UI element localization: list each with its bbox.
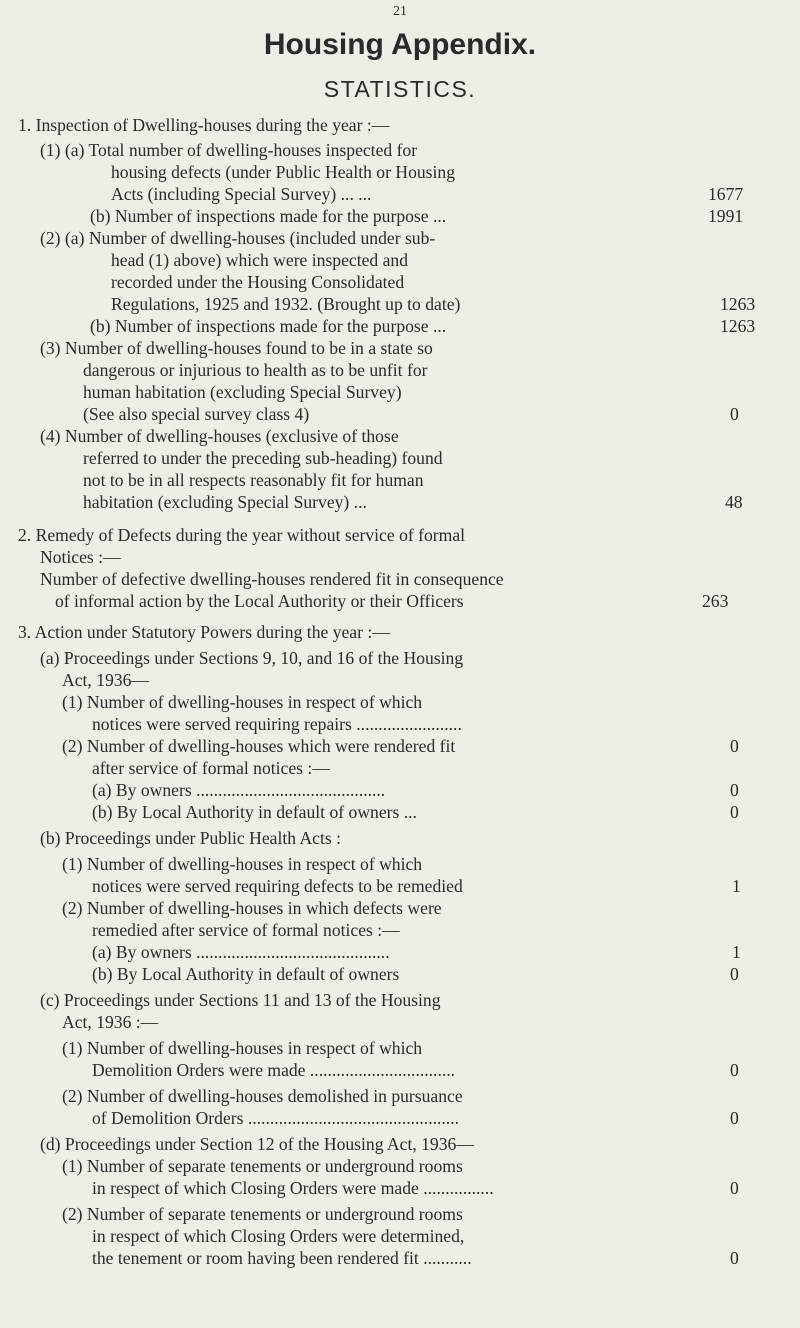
text-line: (1) Number of dwelling-houses in respect of which xyxy=(62,692,423,712)
text-line: in respect of which Closing Orders were made ................ xyxy=(92,1178,494,1198)
page-number: 21 xyxy=(393,4,407,19)
text-line: (1) Number of dwelling-houses in respect of which xyxy=(62,1038,423,1058)
text-line: (See also special survey class 4) xyxy=(83,404,310,424)
text-line: notices were served requiring repairs ........................ xyxy=(92,714,462,734)
text-line: (c) Proceedings under Sections 11 and 13 of the Housing xyxy=(40,990,441,1010)
text-line: not to be in all respects reasonably fit for human xyxy=(83,470,424,490)
value-remedy: 263 xyxy=(702,591,729,611)
section-1-heading: 1. Inspection of Dwelling-houses during the year :— xyxy=(18,115,390,135)
value-d2: 0 xyxy=(730,1248,739,1268)
text-line: (b) By Local Authority in default of owners xyxy=(92,964,400,984)
value-d1: 0 xyxy=(730,1178,739,1198)
text-line: (1) Number of dwelling-houses in respect of which xyxy=(62,854,423,874)
value-a2a: 0 xyxy=(730,780,739,800)
text-line: (2) Number of dwelling-houses demolished in pursuance xyxy=(62,1086,463,1106)
text-line: housing defects (under Public Health or Housing xyxy=(111,162,455,182)
value-2b: 1263 xyxy=(720,316,756,336)
text-line: (a) By owners ............................................ xyxy=(92,942,390,962)
text-line: Act, 1936 :— xyxy=(62,1012,159,1032)
text-line: (2) (a) Number of dwelling-houses (included under sub- xyxy=(40,228,436,248)
text-line: (3) Number of dwelling-houses found to be in a state so xyxy=(40,338,433,358)
text-line: in respect of which Closing Orders were determined, xyxy=(92,1226,465,1246)
text-line: dangerous or injurious to health as to be unfit for xyxy=(83,360,428,380)
text-line: notices were served requiring defects to be remedied xyxy=(92,876,463,896)
text-line: human habitation (excluding Special Survey) xyxy=(83,382,402,402)
text-line: (b) Number of inspections made for the purpose ... xyxy=(90,206,447,226)
section-heading: STATISTICS. xyxy=(323,76,477,102)
text-line: Demolition Orders were made ................................. xyxy=(92,1060,456,1080)
text-line: (2) Number of dwelling-houses which were rendered fit xyxy=(62,736,456,756)
value-b1: 1 xyxy=(732,876,741,896)
text-line: (b) Proceedings under Public Health Acts : xyxy=(40,828,341,848)
text-line: (b) By Local Authority in default of owners ... xyxy=(92,802,417,822)
text-line: of Demolition Orders ................................................ xyxy=(92,1108,459,1128)
text-line: (2) Number of separate tenements or underground rooms xyxy=(62,1204,463,1224)
text-line: recorded under the Housing Consolidated xyxy=(111,272,405,292)
text-line: of informal action by the Local Authority or their Officers xyxy=(55,591,464,611)
value-1b: 1991 xyxy=(708,206,744,226)
text-line: Act, 1936— xyxy=(62,670,149,690)
value-2a: 1263 xyxy=(720,294,756,314)
value-4: 48 xyxy=(725,492,743,512)
value-b2a: 1 xyxy=(732,942,741,962)
text-line: (d) Proceedings under Section 12 of the Housing Act, 1936— xyxy=(40,1134,474,1154)
value-c1: 0 xyxy=(730,1060,739,1080)
text-line: (b) Number of inspections made for the purpose ... xyxy=(90,316,447,336)
text-line: head (1) above) which were inspected and xyxy=(111,250,409,270)
section-2-heading: 2. Remedy of Defects during the year without service of formal xyxy=(18,525,466,545)
text-line: (4) Number of dwelling-houses (exclusive of those xyxy=(40,426,399,446)
text-line: (1) (a) Total number of dwelling-houses inspected for xyxy=(40,140,418,160)
text-line: (2) Number of dwelling-houses in which defects were xyxy=(62,898,442,918)
text-line: Number of defective dwelling-houses rendered fit in consequence xyxy=(40,569,504,589)
text-line: (1) Number of separate tenements or underground rooms xyxy=(62,1156,463,1176)
text-line: the tenement or room having been rendered fit ........... xyxy=(92,1248,472,1268)
value-1a: 1677 xyxy=(708,184,744,204)
value-a2b: 0 xyxy=(730,802,739,822)
value-c2: 0 xyxy=(730,1108,739,1128)
text-line: habitation (excluding Special Survey) ... xyxy=(83,492,367,512)
text-line: referred to under the preceding sub-heading) found xyxy=(83,448,443,468)
value-a1: 0 xyxy=(730,736,739,756)
text-line: after service of formal notices :— xyxy=(92,758,330,778)
text-line: Notices :— xyxy=(40,547,121,567)
text-line: (a) By owners ........................................... xyxy=(92,780,386,800)
text-line: (a) Proceedings under Sections 9, 10, and 16 of the Housing xyxy=(40,648,464,668)
section-3-heading: 3. Action under Statutory Powers during the year :— xyxy=(18,622,390,642)
page-title: Housing Appendix. xyxy=(263,28,537,61)
text-line: remedied after service of formal notices :— xyxy=(92,920,400,940)
value-b2b: 0 xyxy=(730,964,739,984)
text-line: Acts (including Special Survey) ... ... xyxy=(111,184,372,204)
text-line: Regulations, 1925 and 1932. (Brought up to date) xyxy=(111,294,461,314)
value-3: 0 xyxy=(730,404,739,424)
